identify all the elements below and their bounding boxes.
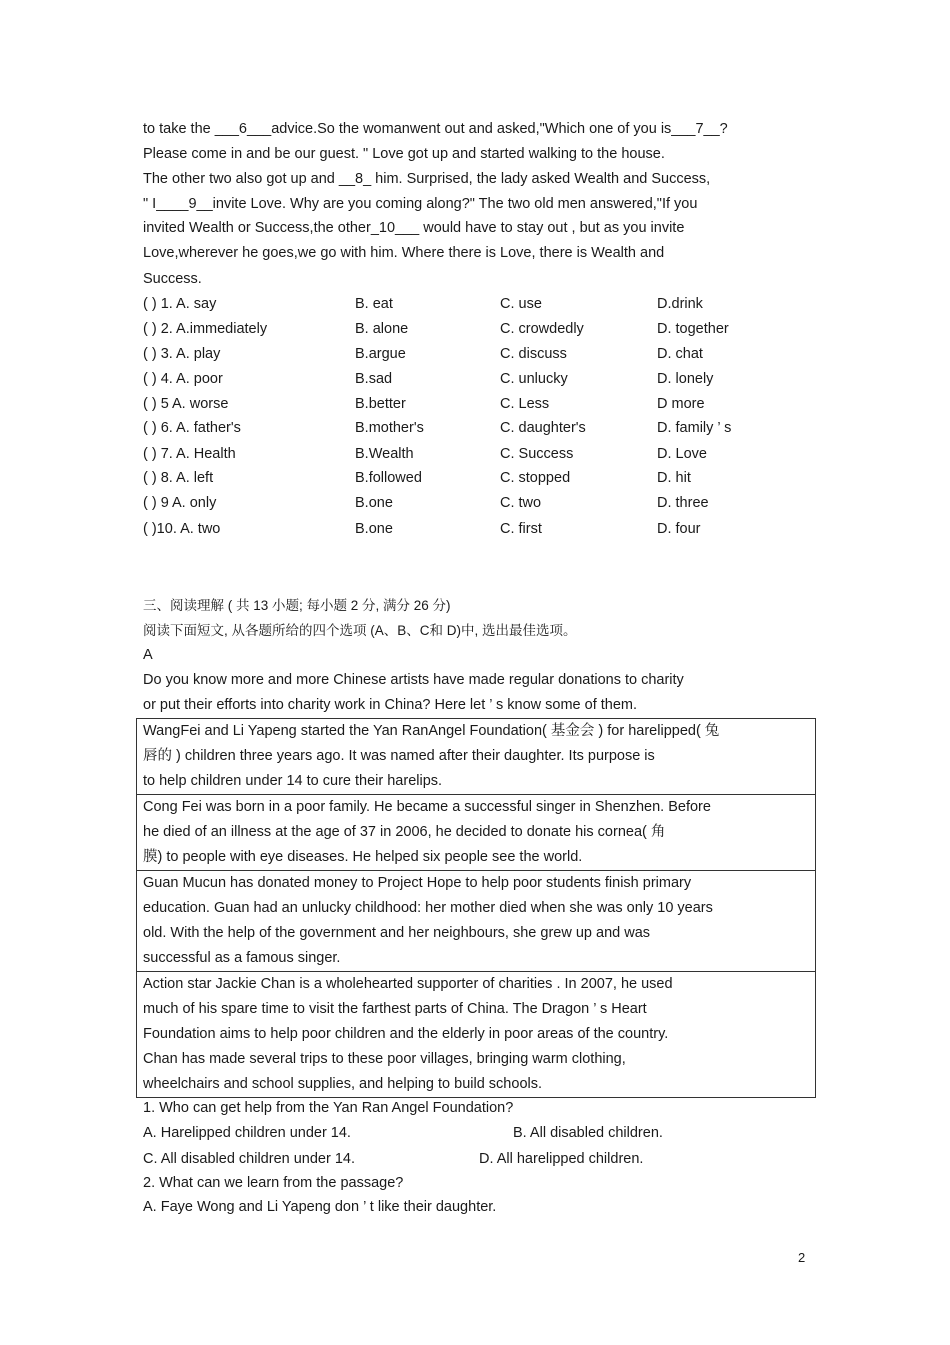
option-c: C. Less xyxy=(500,396,550,412)
table-cell-line: much of his spare time to visit the farthest parts of China. The Dragon ’ s Heart xyxy=(143,1001,647,1017)
cloze-question-row xyxy=(143,292,808,317)
table-cell-line: successful as a famous singer. xyxy=(143,950,341,966)
question-number: ( ) 5 A. worse xyxy=(143,396,229,412)
option-b: B.argue xyxy=(355,346,406,362)
option-c: C. daughter's xyxy=(500,420,586,436)
cloze-question-row xyxy=(143,517,808,542)
table-cell-line: to help children under 14 to cure their harelips. xyxy=(143,773,443,789)
option-d: D.drink xyxy=(657,296,703,312)
option-d: D. lonely xyxy=(657,371,714,387)
question-number: ( ) 7. A. Health xyxy=(143,446,236,462)
intro-line-2: or put their efforts into charity work in China? Here let ’ s know some of them. xyxy=(143,697,638,713)
table-cell-line: wheelchairs and school supplies, and helping to build schools. xyxy=(143,1076,543,1092)
cloze-line-6: Love,wherever he goes,we go with him. Where there is Love, there is Wealth and xyxy=(143,245,665,261)
table-cell-line: Guan Mucun has donated money to Project Hope to help poor students finish primary xyxy=(143,875,692,891)
cloze-question-row xyxy=(143,317,808,342)
option-b: B.better xyxy=(355,396,406,412)
table-cell-line: 膜) to people with eye diseases. He helped six people see the world. xyxy=(143,849,583,865)
table-cell-line: 唇的 ) children three years ago. It was named after their daughter. Its purpose is xyxy=(143,748,655,764)
passage-label: A xyxy=(143,647,153,663)
option-d: D. Love xyxy=(657,446,707,462)
table-cell-line: old. With the help of the government and her neighbours, she grew up and was xyxy=(143,925,651,941)
cloze-question-row xyxy=(143,442,808,467)
table-cell-line: he died of an illness at the age of 37 in 2006, he decided to donate his cornea( 角 xyxy=(143,824,666,840)
question-number: ( ) 6. A. father's xyxy=(143,420,241,436)
table-cell-line: WangFei and Li Yapeng started the Yan RanAngel Foundation( 基金会 ) for harelipped( 兔 xyxy=(143,723,720,739)
option-c: C. two xyxy=(500,495,542,511)
cloze-question-row xyxy=(143,491,808,516)
cloze-question-row xyxy=(143,367,808,392)
option-c: C. crowdedly xyxy=(500,321,584,337)
option-b: B.one xyxy=(355,495,393,511)
question-number: ( ) 4. A. poor xyxy=(143,371,223,387)
cloze-question-row xyxy=(143,392,808,417)
option-d: D. together xyxy=(657,321,729,337)
question-number: ( ) 2. A.immediately xyxy=(143,321,268,337)
question-1-option-a: A. Harelipped children under 14. xyxy=(143,1125,351,1141)
table-cell-line: education. Guan had an unlucky childhood: her mother died when she was only 10 years xyxy=(143,900,713,916)
table-row xyxy=(137,971,815,1097)
option-b: B.one xyxy=(355,521,393,537)
question-2: 2. What can we learn from the passage? xyxy=(143,1175,404,1191)
question-2-option-a: A. Faye Wong and Li Yapeng don ’ t like their daughter. xyxy=(143,1199,497,1215)
option-d: D. hit xyxy=(657,470,691,486)
option-c: C. Success xyxy=(500,446,574,462)
question-number: ( ) 9 A. only xyxy=(143,495,217,511)
option-b: B.followed xyxy=(355,470,422,486)
question-1-option-c: C. All disabled children under 14. xyxy=(143,1151,355,1167)
table-cell-line: Action star Jackie Chan is a wholehearted supporter of charities . In 2007, he used xyxy=(143,976,673,992)
option-d: D. three xyxy=(657,495,709,511)
option-c: C. first xyxy=(500,521,542,537)
option-d: D. four xyxy=(657,521,701,537)
cloze-question-row xyxy=(143,342,808,367)
cloze-line-4: " I____9__invite Love. Why are you coming along?" The two old men answered,"If you xyxy=(143,196,698,212)
question-number: ( ) 3. A. play xyxy=(143,346,221,362)
option-d: D. chat xyxy=(657,346,703,362)
option-c: C. stopped xyxy=(500,470,571,486)
option-b: B.mother's xyxy=(355,420,424,436)
option-b: B.Wealth xyxy=(355,446,414,462)
option-c: C. use xyxy=(500,296,542,312)
option-b: B. eat xyxy=(355,296,393,312)
cloze-question-row xyxy=(143,466,808,491)
question-1-option-b: B. All disabled children. xyxy=(513,1125,663,1141)
table-row xyxy=(137,870,815,971)
option-d: D. family ’ s xyxy=(657,420,732,436)
table-row xyxy=(137,794,815,870)
option-d: D more xyxy=(657,396,705,412)
cloze-line-7: Success. xyxy=(143,271,202,287)
cloze-line-1: to take the ___6___advice.So the womanwent out and asked,"Which one of you is___7__? xyxy=(143,121,728,137)
option-b: B. alone xyxy=(355,321,409,337)
cloze-line-2: Please come in and be our guest. " Love got up and started walking to the house. xyxy=(143,146,665,162)
question-number: ( )10. A. two xyxy=(143,521,221,537)
table-cell-line: Foundation aims to help poor children and the elderly in poor areas of the country. xyxy=(143,1026,669,1042)
table-cell-line: Chan has made several trips to these poor villages, bringing warm clothing, xyxy=(143,1051,626,1067)
question-number: ( ) 1. A. say xyxy=(143,296,217,312)
artists-table xyxy=(136,718,816,1098)
question-1-option-d: D. All harelipped children. xyxy=(479,1151,644,1167)
option-c: C. discuss xyxy=(500,346,567,362)
intro-line-1: Do you know more and more Chinese artists have made regular donations to charity xyxy=(143,672,684,688)
question-1: 1. Who can get help from the Yan Ran Angel Foundation? xyxy=(143,1100,514,1116)
table-row xyxy=(137,719,815,794)
table-cell-line: Cong Fei was born in a poor family. He became a successful singer in Shenzhen. Before xyxy=(143,799,711,815)
option-b: B.sad xyxy=(355,371,393,387)
cloze-line-3: The other two also got up and __8_ him. Surprised, the lady asked Wealth and Success, xyxy=(143,171,711,187)
option-c: C. unlucky xyxy=(500,371,568,387)
page-number: 2 xyxy=(798,1250,806,1265)
cloze-line-5: invited Wealth or Success,the other_10___ would have to stay out , but as you invite xyxy=(143,220,685,236)
cloze-question-row xyxy=(143,416,808,441)
section-heading: 三、阅读理解 ( 共 13 小题; 每小题 2 分, 满分 26 分) xyxy=(143,598,451,613)
section-instruction: 阅读下面短文, 从各题所给的四个选项 (A、B、C和 D)中, 选出最佳选项。 xyxy=(143,623,577,638)
question-number: ( ) 8. A. left xyxy=(143,470,214,486)
